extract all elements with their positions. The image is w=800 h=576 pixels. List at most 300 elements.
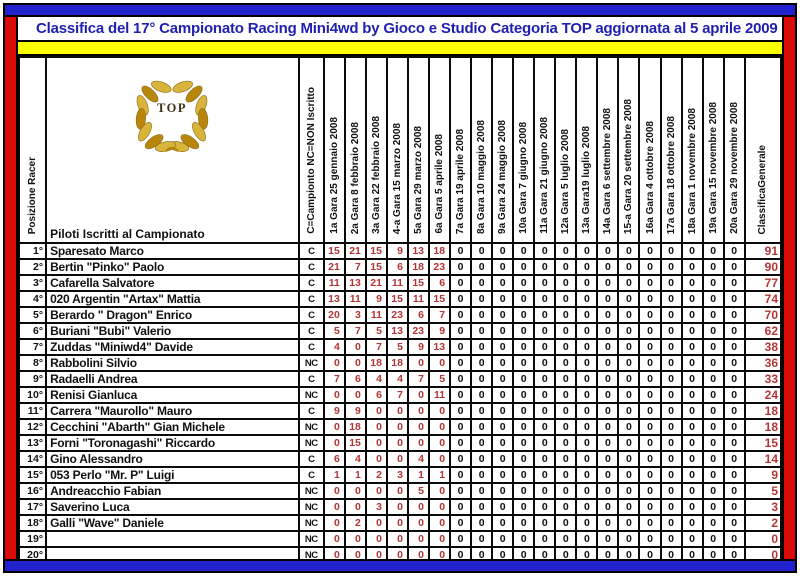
left-red-border [5, 17, 16, 559]
race-score-cell: 11 [429, 387, 450, 403]
race-score-cell: 0 [345, 339, 366, 355]
total-score-cell: 0 [745, 531, 781, 547]
cnc-cell: C [299, 243, 324, 259]
race-score-cell: 0 [703, 275, 724, 291]
race-score-cell: 0 [429, 547, 450, 559]
race-score-cell: 0 [724, 259, 745, 275]
race-score-cell: 0 [661, 435, 682, 451]
total-score-cell: 74 [745, 291, 781, 307]
race-score-cell: 0 [618, 531, 639, 547]
race-header-label: 20a Gara 29 novembre 2008 [728, 102, 740, 234]
race-score-cell: 0 [345, 547, 366, 559]
race-score-cell: 0 [492, 371, 513, 387]
race-score-cell: 0 [576, 467, 597, 483]
race-score-cell: 4 [366, 371, 387, 387]
race-score-cell: 0 [408, 499, 429, 515]
race-score-cell: 0 [597, 419, 618, 435]
race-header-label: 13a Gara19 luglio 2008 [581, 126, 593, 234]
race-score-cell: 0 [555, 435, 576, 451]
race-score-cell: 0 [703, 419, 724, 435]
total-score-cell: 0 [745, 547, 781, 559]
race-score-cell: 0 [345, 499, 366, 515]
race-score-cell: 0 [597, 547, 618, 559]
race-column-header-5 [408, 57, 429, 243]
race-score-cell: 0 [597, 371, 618, 387]
race-score-cell: 0 [492, 499, 513, 515]
race-score-cell: 0 [576, 419, 597, 435]
race-score-cell: 0 [618, 387, 639, 403]
race-score-cell: 0 [408, 387, 429, 403]
position-cell: 9° [19, 371, 46, 387]
race-score-cell: 0 [724, 275, 745, 291]
race-score-cell: 0 [682, 419, 703, 435]
race-column-header-9 [492, 57, 513, 243]
race-score-cell: 11 [387, 275, 408, 291]
race-score-cell: 0 [534, 243, 555, 259]
race-score-cell: 0 [471, 259, 492, 275]
race-score-cell: 23 [387, 307, 408, 323]
pilot-name-cell: Rabbolini Silvio [46, 355, 299, 371]
race-score-cell: 0 [661, 499, 682, 515]
race-score-cell: 0 [555, 531, 576, 547]
race-score-cell: 0 [513, 259, 534, 275]
race-score-cell: 0 [661, 515, 682, 531]
race-score-cell: 0 [534, 467, 555, 483]
race-score-cell: 0 [324, 387, 345, 403]
title-strip [18, 17, 782, 42]
race-score-cell: 0 [724, 307, 745, 323]
race-header-label: 14a Gara 6 settembre 2008 [602, 107, 614, 234]
race-header-label: 10a Gara 7 giugno 2008 [518, 122, 530, 234]
race-score-cell: 18 [345, 419, 366, 435]
race-score-cell: 0 [682, 243, 703, 259]
race-score-cell: 0 [682, 355, 703, 371]
race-score-cell: 0 [639, 451, 660, 467]
race-header-label: 6a Gara 5 aprile 2008 [434, 134, 446, 234]
cnc-cell: C [299, 323, 324, 339]
race-score-cell: 0 [555, 451, 576, 467]
race-score-cell: 0 [661, 243, 682, 259]
race-score-cell: 0 [703, 403, 724, 419]
race-score-cell: 4 [387, 371, 408, 387]
standings-row [19, 547, 781, 559]
race-score-cell: 0 [366, 419, 387, 435]
race-score-cell: 0 [324, 531, 345, 547]
cnc-cell: C [299, 259, 324, 275]
race-score-cell: 0 [576, 275, 597, 291]
race-score-cell: 0 [492, 531, 513, 547]
race-score-cell: 0 [471, 291, 492, 307]
race-score-cell: 0 [576, 243, 597, 259]
race-score-cell: 0 [703, 355, 724, 371]
race-score-cell: 0 [597, 515, 618, 531]
cnc-cell: C [299, 339, 324, 355]
standings-row [19, 275, 781, 291]
yellow-bar [18, 42, 782, 56]
pilot-name-cell: Gino Alessandro [46, 451, 299, 467]
race-score-cell: 0 [471, 355, 492, 371]
race-score-cell: 0 [513, 323, 534, 339]
race-score-cell: 0 [513, 371, 534, 387]
standings-row [19, 531, 781, 547]
race-score-cell: 5 [408, 483, 429, 499]
race-score-cell: 0 [576, 339, 597, 355]
race-score-cell: 0 [366, 403, 387, 419]
race-column-header-7 [450, 57, 471, 243]
race-score-cell: 0 [639, 355, 660, 371]
race-score-cell: 5 [387, 339, 408, 355]
race-score-cell: 0 [450, 419, 471, 435]
race-score-cell: 0 [639, 419, 660, 435]
race-score-cell: 0 [555, 499, 576, 515]
position-cell: 20° [19, 547, 46, 559]
race-score-cell: 6 [408, 307, 429, 323]
race-score-cell: 0 [661, 451, 682, 467]
race-score-cell: 0 [324, 515, 345, 531]
race-score-cell: 0 [324, 547, 345, 559]
race-score-cell: 0 [682, 547, 703, 559]
position-cell: 13° [19, 435, 46, 451]
race-score-cell: 9 [387, 243, 408, 259]
race-score-cell: 18 [408, 259, 429, 275]
race-score-cell: 0 [639, 371, 660, 387]
position-cell: 19° [19, 531, 46, 547]
race-score-cell: 0 [682, 531, 703, 547]
pilots-header-label: Piloti Iscritti al Campionato [50, 227, 205, 241]
race-score-cell: 0 [408, 403, 429, 419]
race-score-cell: 0 [618, 323, 639, 339]
race-score-cell: 0 [576, 371, 597, 387]
page-title: Classifica del 17° Campionato Racing Mini4wd by Gioco e Studio Categoria TOP aggiornata al 5 aprile 2009 [36, 20, 778, 37]
pilot-name-cell: Andreacchio Fabian [46, 483, 299, 499]
race-score-cell: 0 [429, 355, 450, 371]
race-score-cell: 13 [345, 275, 366, 291]
pilots-column-header [46, 57, 299, 243]
race-score-cell: 0 [682, 403, 703, 419]
race-score-cell: 0 [618, 259, 639, 275]
race-score-cell: 15 [324, 243, 345, 259]
race-score-cell: 0 [513, 483, 534, 499]
race-score-cell: 0 [618, 355, 639, 371]
race-score-cell: 0 [450, 259, 471, 275]
total-score-cell: 9 [745, 467, 781, 483]
race-score-cell: 0 [471, 243, 492, 259]
race-score-cell: 0 [597, 291, 618, 307]
race-score-cell: 0 [555, 291, 576, 307]
race-score-cell: 0 [450, 371, 471, 387]
race-score-cell: 0 [703, 387, 724, 403]
race-score-cell: 0 [366, 547, 387, 559]
race-score-cell: 9 [345, 403, 366, 419]
total-score-cell: 36 [745, 355, 781, 371]
race-header-label: 1a Gara 25 gennaio 2008 [328, 117, 340, 234]
race-score-cell: 1 [408, 467, 429, 483]
race-score-cell: 0 [661, 387, 682, 403]
position-cell: 15° [19, 467, 46, 483]
race-score-cell: 0 [724, 531, 745, 547]
race-header-label: 11a Gara 21 giugno 2008 [539, 117, 551, 234]
race-score-cell: 7 [366, 339, 387, 355]
race-score-cell: 0 [450, 483, 471, 499]
race-score-cell: 0 [661, 547, 682, 559]
race-column-header-10 [513, 57, 534, 243]
race-score-cell: 0 [724, 499, 745, 515]
race-score-cell: 0 [703, 371, 724, 387]
race-score-cell: 0 [555, 403, 576, 419]
race-score-cell: 0 [492, 483, 513, 499]
race-score-cell: 11 [324, 275, 345, 291]
race-score-cell: 23 [408, 323, 429, 339]
race-score-cell: 0 [703, 483, 724, 499]
race-score-cell: 0 [576, 435, 597, 451]
race-score-cell: 0 [429, 499, 450, 515]
race-score-cell: 0 [618, 483, 639, 499]
race-column-header-4 [387, 57, 408, 243]
race-score-cell: 0 [724, 243, 745, 259]
race-score-cell: 21 [345, 243, 366, 259]
race-score-cell: 0 [471, 419, 492, 435]
race-score-cell: 0 [513, 355, 534, 371]
pilot-name-cell: Sparesato Marco [46, 243, 299, 259]
race-score-cell: 0 [703, 307, 724, 323]
race-score-cell: 0 [534, 275, 555, 291]
race-score-cell: 0 [555, 371, 576, 387]
right-red-border [784, 17, 795, 559]
race-header-label: 2a Gara 8 febbraio 2008 [349, 121, 361, 234]
race-column-header-12 [555, 57, 576, 243]
header-row [19, 57, 781, 243]
race-score-cell: 0 [703, 243, 724, 259]
cnc-cell: C [299, 291, 324, 307]
race-score-cell: 11 [408, 291, 429, 307]
race-score-cell: 4 [345, 451, 366, 467]
race-score-cell: 0 [724, 323, 745, 339]
race-score-cell: 0 [639, 323, 660, 339]
race-score-cell: 0 [492, 403, 513, 419]
race-score-cell: 0 [324, 435, 345, 451]
race-score-cell: 4 [324, 339, 345, 355]
race-score-cell: 0 [471, 435, 492, 451]
race-column-header-3 [366, 57, 387, 243]
race-score-cell: 0 [618, 371, 639, 387]
race-score-cell: 0 [387, 451, 408, 467]
race-score-cell: 0 [345, 483, 366, 499]
race-score-cell: 1 [429, 467, 450, 483]
race-score-cell: 15 [345, 435, 366, 451]
race-score-cell: 0 [639, 291, 660, 307]
race-column-header-6 [429, 57, 450, 243]
race-score-cell: 0 [450, 435, 471, 451]
race-score-cell: 0 [724, 547, 745, 559]
race-score-cell: 0 [555, 387, 576, 403]
pilot-name-cell: Zuddas "Miniwd4" Davide [46, 339, 299, 355]
race-score-cell: 0 [576, 483, 597, 499]
total-score-cell: 2 [745, 515, 781, 531]
position-cell: 1° [19, 243, 46, 259]
race-score-cell: 0 [597, 355, 618, 371]
race-column-header-15 [618, 57, 639, 243]
race-score-cell: 0 [618, 547, 639, 559]
race-score-cell: 0 [576, 547, 597, 559]
race-score-cell: 0 [387, 403, 408, 419]
pilot-name-cell: Berardo " Dragon" Enrico [46, 307, 299, 323]
race-score-cell: 0 [450, 547, 471, 559]
race-score-cell: 0 [724, 419, 745, 435]
race-score-cell: 0 [471, 323, 492, 339]
standings-row [19, 371, 781, 387]
race-score-cell: 0 [576, 451, 597, 467]
race-score-cell: 13 [429, 339, 450, 355]
race-score-cell: 0 [534, 403, 555, 419]
race-score-cell: 0 [513, 307, 534, 323]
race-score-cell: 0 [597, 435, 618, 451]
race-score-cell: 0 [703, 467, 724, 483]
race-score-cell: 0 [366, 451, 387, 467]
race-score-cell: 0 [618, 515, 639, 531]
race-score-cell: 0 [555, 419, 576, 435]
race-score-cell: 0 [429, 483, 450, 499]
race-column-header-18 [682, 57, 703, 243]
race-score-cell: 0 [387, 435, 408, 451]
cnc-cell: C [299, 467, 324, 483]
race-score-cell: 0 [661, 467, 682, 483]
race-score-cell: 0 [513, 291, 534, 307]
race-score-cell: 0 [513, 531, 534, 547]
race-score-cell: 0 [345, 531, 366, 547]
race-score-cell: 0 [555, 259, 576, 275]
race-score-cell: 0 [597, 339, 618, 355]
race-score-cell: 0 [513, 403, 534, 419]
cnc-cell: NC [299, 435, 324, 451]
race-score-cell: 0 [703, 323, 724, 339]
race-score-cell: 0 [682, 515, 703, 531]
total-column-header: ClassificaGenerale [745, 57, 781, 243]
cnc-column-header: C=Campionto NC=NON Iscritto [299, 57, 324, 243]
race-column-header-20 [724, 57, 745, 243]
race-score-cell: 0 [682, 291, 703, 307]
race-score-cell: 0 [661, 403, 682, 419]
race-header-label: 8a Gara 10 maggio 2008 [476, 120, 488, 234]
total-score-cell: 14 [745, 451, 781, 467]
race-score-cell: 0 [534, 451, 555, 467]
race-score-cell: 0 [534, 307, 555, 323]
top-blue-bar [5, 5, 795, 17]
race-score-cell: 0 [618, 419, 639, 435]
cnc-cell: NC [299, 531, 324, 547]
race-score-cell: 0 [576, 515, 597, 531]
race-score-cell: 5 [324, 323, 345, 339]
race-header-label: 7a Gara 19 aprile 2008 [455, 128, 467, 234]
race-score-cell: 0 [513, 515, 534, 531]
pilot-name-cell: Buriani "Bubi" Valerio [46, 323, 299, 339]
race-score-cell: 13 [408, 243, 429, 259]
race-score-cell: 0 [682, 339, 703, 355]
race-score-cell: 0 [324, 355, 345, 371]
race-score-cell: 0 [534, 339, 555, 355]
race-score-cell: 0 [661, 371, 682, 387]
standings-row [19, 339, 781, 355]
race-score-cell: 0 [724, 355, 745, 371]
race-score-cell: 0 [661, 259, 682, 275]
race-score-cell: 15 [408, 275, 429, 291]
race-score-cell: 0 [492, 451, 513, 467]
race-score-cell: 0 [682, 371, 703, 387]
race-score-cell: 0 [576, 259, 597, 275]
total-score-cell: 77 [745, 275, 781, 291]
race-score-cell: 0 [639, 515, 660, 531]
race-score-cell: 15 [429, 291, 450, 307]
race-score-cell: 0 [639, 547, 660, 559]
race-score-cell: 0 [450, 403, 471, 419]
race-score-cell: 0 [661, 419, 682, 435]
position-cell: 17° [19, 499, 46, 515]
race-score-cell: 0 [639, 307, 660, 323]
standings-row [19, 419, 781, 435]
position-cell: 2° [19, 259, 46, 275]
race-score-cell: 0 [471, 531, 492, 547]
race-score-cell: 0 [661, 275, 682, 291]
race-score-cell: 1 [345, 467, 366, 483]
race-score-cell: 0 [450, 451, 471, 467]
race-score-cell: 0 [597, 387, 618, 403]
race-score-cell: 0 [576, 323, 597, 339]
race-score-cell: 0 [471, 467, 492, 483]
cnc-cell: NC [299, 547, 324, 559]
pilot-name-cell: Carrera "Maurollo" Mauro [46, 403, 299, 419]
position-cell: 16° [19, 483, 46, 499]
cnc-cell: NC [299, 387, 324, 403]
race-score-cell: 0 [471, 307, 492, 323]
race-score-cell: 0 [555, 275, 576, 291]
race-score-cell: 7 [408, 371, 429, 387]
race-score-cell: 6 [387, 259, 408, 275]
cnc-cell: C [299, 451, 324, 467]
race-score-cell: 0 [555, 307, 576, 323]
race-header-label: 9a Gara 24 maggio 2008 [497, 120, 509, 234]
race-score-cell: 0 [555, 243, 576, 259]
race-score-cell: 0 [429, 531, 450, 547]
race-score-cell: 6 [366, 387, 387, 403]
race-score-cell: 0 [492, 259, 513, 275]
race-score-cell: 0 [724, 467, 745, 483]
race-score-cell: 0 [471, 451, 492, 467]
race-score-cell: 0 [471, 515, 492, 531]
race-score-cell: 11 [366, 307, 387, 323]
race-score-cell: 21 [324, 259, 345, 275]
race-score-cell: 0 [639, 467, 660, 483]
race-score-cell: 5 [366, 323, 387, 339]
race-score-cell: 0 [534, 483, 555, 499]
race-score-cell: 0 [597, 259, 618, 275]
pilot-name-cell: Renisi Gianluca [46, 387, 299, 403]
race-score-cell: 7 [345, 323, 366, 339]
race-score-cell: 0 [724, 515, 745, 531]
race-score-cell: 0 [492, 275, 513, 291]
race-score-cell: 0 [703, 339, 724, 355]
race-score-cell: 0 [429, 451, 450, 467]
race-score-cell: 23 [429, 259, 450, 275]
race-score-cell: 0 [492, 323, 513, 339]
race-column-header-19 [703, 57, 724, 243]
race-header-label: 15-a Gara 20 settembre 2008 [623, 98, 635, 234]
race-score-cell: 7 [387, 387, 408, 403]
pilot-name-cell [46, 531, 299, 547]
cnc-cell: C [299, 307, 324, 323]
race-score-cell: 0 [618, 339, 639, 355]
race-score-cell: 0 [555, 355, 576, 371]
pilot-name-cell: Radaelli Andrea [46, 371, 299, 387]
race-score-cell: 0 [471, 499, 492, 515]
